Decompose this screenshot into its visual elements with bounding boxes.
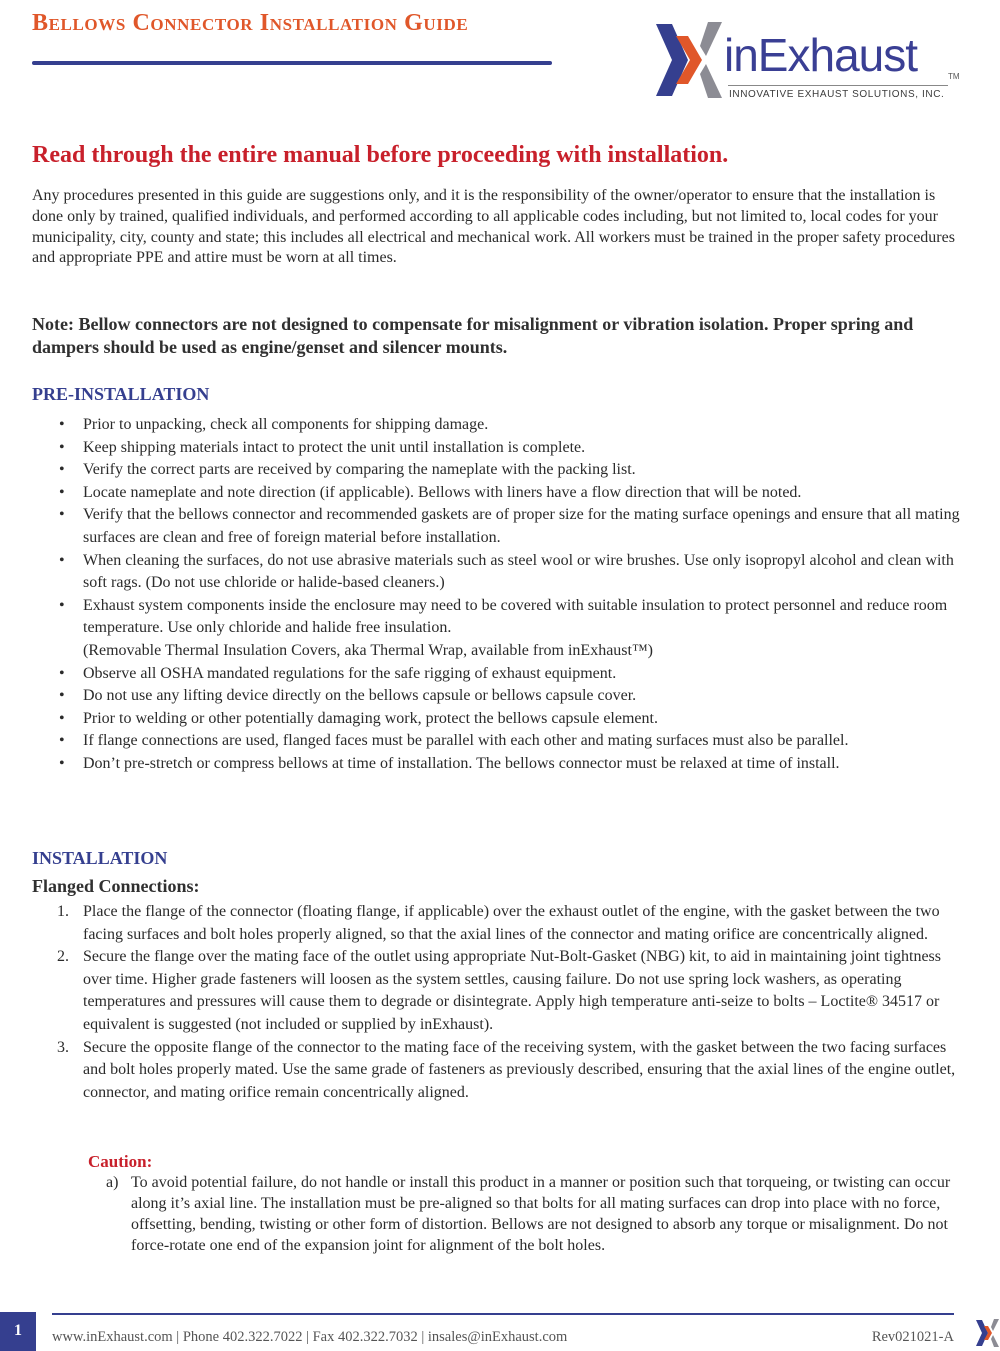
step-text: Place the flange of the connector (floating flange, if applicable) over the exhaust outlet of the engine, with the gasket between the two facing surfaces and bolt holes properly aligned, so that the axial lines of the connector and mating orifice are concentrically aligned.	[83, 903, 940, 943]
step-text: Secure the flange over the mating face of the outlet using appropriate Nut-Bolt-Gasket (NBG) kit, to aid in maintaining joint tightness over time. Higher grade fasteners will loosen as the system settles, causing failure. Do not use spring lock washers, as operating temperatures and pressures will cause them to degrade or disintegrate. Apply high temperature anti-seize to bolts – Loctite® 34517 or equivalent is suggested (not included or supplied by inExhaust).	[83, 948, 942, 1033]
step-item	[57, 1037, 963, 1105]
flanged-connections-heading: Flanged Connections:	[32, 876, 200, 896]
step-text: Secure the opposite flange of the connector to the mating face of the receiving system, with the gasket between the two facing surfaces and bolt holes properly mated. Use the same grade of fasteners as previously described, ensuring that the axial lines of the engine outlet, connector, and mating orifice remain concentrically aligned.	[83, 1038, 956, 1101]
list-item-continuation: (Removable Thermal Insulation Covers, aka Thermal Wrap, available from inExhaust™)	[83, 641, 653, 659]
alignment-note: Note: Bellow connectors are not designed to compensate for misalignment or vibration isolation. Proper spring and dampers should be used as engine/genset and silencer mounts.	[32, 314, 914, 357]
company-logo	[650, 16, 960, 104]
caution-item-text: To avoid potential failure, do not handle or install this product in a manner or position such that torqueing, or twisting can occur along it’s axial line. The installation must be pre-aligned so that bolts for all mating surfaces can drop into place with no force, offsetting, bending, twisting or other form of distortion. Bellows are not designed to absorb any torque or misalignment. Do not force-rotate one end of the expansion joint for alignment of the bolt holes.	[131, 1174, 951, 1254]
read-manual-warning: Read through the entire manual before proceeding with installation.	[32, 142, 729, 168]
logo-chevron-icon	[650, 16, 728, 104]
step-number: 2.	[57, 948, 69, 966]
intro-paragraph: Any procedures presented in this guide are suggestions only, and it is the responsibility of the owner/operator to ensure that the installation is done only by trained, qualified individuals, and performed according to all applicable codes including, but not limited to, local codes for your municipality, city, county and state; this includes all electrical and mechanical work. All workers must be trained in the proper safety procedures and appropriate PPE and attire must be worn at all times.	[32, 187, 955, 267]
list-item: • Prior to unpacking, check all components for shipping damage.	[83, 414, 963, 437]
list-item: • When cleaning the surfaces, do not use abrasive materials such as steel wool or wire brushes. Use only isopropyl alcohol and clean with soft rags. (Do not use chloride or halide-based cleaners.)	[83, 550, 963, 595]
list-item: • Do not use any lifting device directly on the bellows capsule or bellows capsule cover.	[83, 685, 963, 708]
footer-logo-icon	[974, 1316, 1000, 1350]
revision-code: Rev021021-A	[871, 1329, 954, 1345]
list-item: • Exhaust system components inside the enclosure may need to be covered with suitable insulation to protect personnel and reduce room temperature. Use only chloride and halide free insulation.	[83, 595, 963, 640]
list-item: • Prior to welding or other potentially damaging work, protect the bellows capsule element.	[83, 708, 963, 731]
step-item	[57, 946, 963, 1036]
list-item: • If flange connections are used, flanged faces must be parallel with each other and mating surfaces must also be parallel.	[83, 730, 963, 753]
pre-installation-heading: PRE-INSTALLATION	[32, 384, 210, 404]
list-item: • Verify the correct parts are received by comparing the nameplate with the packing list.	[83, 459, 963, 482]
logo-tagline: INNOVATIVE EXHAUST SOLUTIONS, INC.	[729, 89, 945, 100]
list-item: • Verify that the bellows connector and recommended gaskets are of proper size for the mating surface openings and ensure that all mating surfaces are clean and free of foreign material before installation.	[83, 504, 963, 549]
logo-trademark: TM	[948, 72, 960, 81]
footer-contact: www.inExhaust.com | Phone 402.322.7022 | Fax 402.322.7032 | insales@inExhaust.com	[52, 1329, 568, 1345]
list-item: • Keep shipping materials intact to protect the unit until installation is complete.	[83, 437, 963, 460]
step-number: 3.	[57, 1038, 69, 1056]
document-title: Bellows Connector Installation Guide	[32, 10, 469, 36]
step-item	[57, 901, 963, 946]
title-underline	[32, 61, 552, 65]
caution-item	[106, 1172, 951, 1256]
pre-installation-list	[83, 414, 963, 776]
caution-label: Caution:	[88, 1152, 153, 1171]
page-number: 1	[0, 1312, 36, 1351]
step-number: 1.	[57, 903, 69, 920]
list-item: • Don’t pre-stretch or compress bellows at time of installation. The bellows connector must be relaxed at time of install.	[83, 753, 963, 776]
logo-wordmark: inExhaust	[724, 29, 918, 81]
installation-steps	[57, 901, 963, 1104]
list-item: • Locate nameplate and note direction (if applicable). Bellows with liners have a flow direction that will be noted.	[83, 482, 963, 505]
installation-heading: INSTALLATION	[32, 848, 168, 868]
list-item: • Observe all OSHA mandated regulations for the safe rigging of exhaust equipment.	[83, 663, 963, 686]
footer-divider	[52, 1313, 954, 1315]
logo-divider	[728, 85, 948, 86]
caution-item-letter: a)	[106, 1174, 119, 1191]
